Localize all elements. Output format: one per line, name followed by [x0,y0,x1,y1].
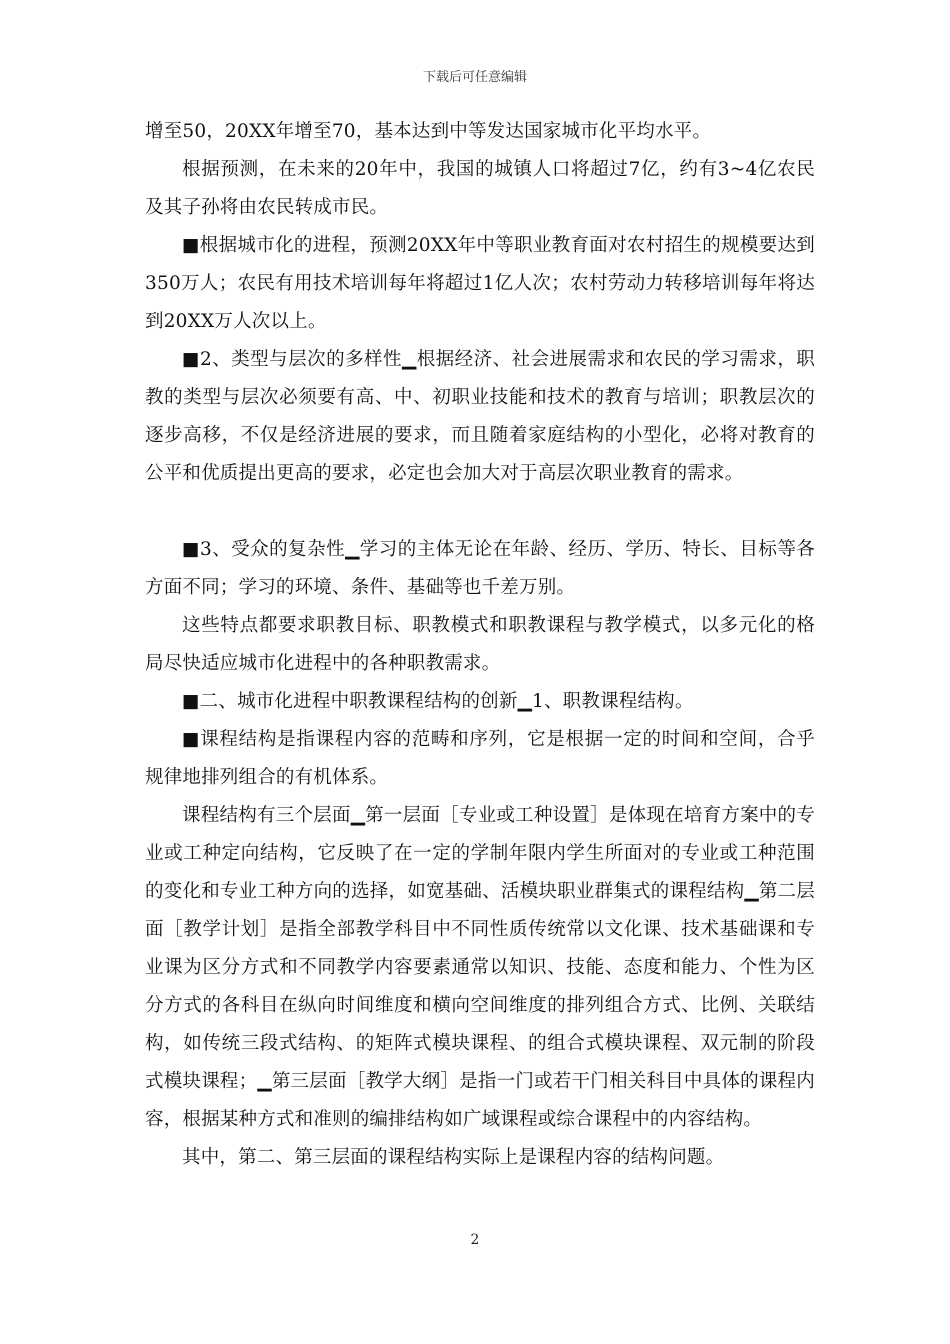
page-number: 2 [470,1232,480,1248]
paragraph: 这些特点都要求职教目标、职教模式和职教课程与教学模式，以多元化的格局尽快适应城市化进程中的各种职教需求。 [145,615,815,674]
page-header: 下载后可任意编辑 [422,70,527,85]
document-body [145,113,815,1177]
paragraph: 增至50，20XX年增至70，基本达到中等发达国家城市化平均水平。 [145,121,712,142]
paragraph: ■课程结构是指课程内容的范畴和序列，它是根据一定的时间和空间，合乎规律地排列组合的有机体系。 [145,729,815,788]
paragraph: 其中，第二、第三层面的课程结构实际上是课程内容的结构问题。 [182,1147,725,1168]
paragraph: 根据预测，在未来的20年中，我国的城镇人口将超过7亿，约有3~4亿农民及其子孙将由农民转成市民。 [145,159,815,218]
paragraph-gap [145,493,815,531]
paragraph: ■2、类型与层次的多样性▁根据经济、社会进展需求和农民的学习需求，职教的类型与层次必须要有高、中、初职业技能和技术的教育与培训；职教层次的逐步高移，不仅是经济进展的要求，而且随着家庭结构的小型化，必将对教育的公平和优质提出更高的要求，必定也会加大对于高层次职业教育的需求。 [145,349,815,484]
paragraph: ■3、受众的复杂性▁学习的主体无论在年龄、经历、学历、特长、目标等各方面不同；学习的环境、条件、基础等也千差万别。 [145,539,815,598]
paragraph: ■二、城市化进程中职教课程结构的创新▁1、职教课程结构。 [182,691,694,712]
paragraph: ■根据城市化的进程，预测20XX年中等职业教育面对农村招生的规模要达到350万人；农民有用技术培训每年将超过1亿人次；农村劳动力转移培训每年将达到20XX万人次以上。 [145,235,815,332]
paragraph: 课程结构有三个层面▁第一层面［专业或工种设置］是体现在培育方案中的专业或工种定向结构，它反映了在一定的学制年限内学生所面对的专业或工种范围的变化和专业工种方向的选择，如宽基础、活模块职业群集式的课程结构▁第二层面［教学计划］是指全部教学科目中不同性质传统常以文化课、技术基础课和专业课为区分方式和不同教学内容要素通常以知识、技能、态度和能力、个性为区分方式的各科目在纵向时间维度和横向空间维度的排列组合方式、比例、关联结构，如传统三段式结构、的矩阵式模块课程、的组合式模块课程、双元制的阶段式模块课程；▁第三层面［教学大纲］是指一门或若干门相关科目中具体的课程内容，根据某种方式和准则的编排结构如广域课程或综合课程中的内容结构。 [145,805,815,1130]
